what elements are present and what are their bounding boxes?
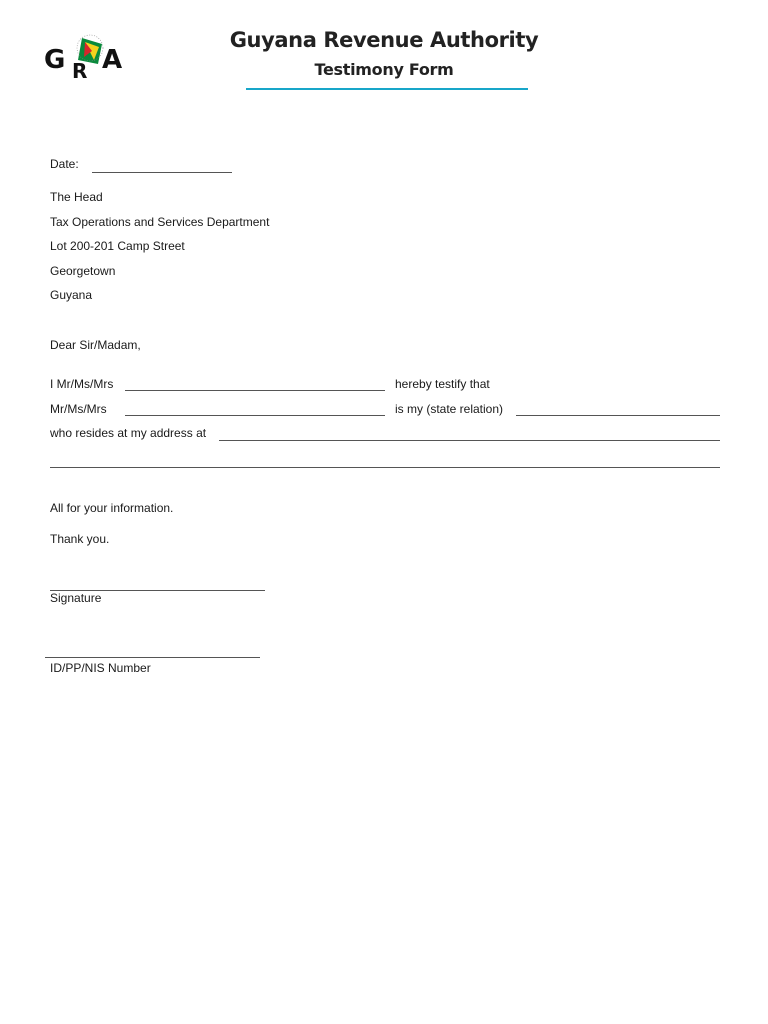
relation-field[interactable] bbox=[516, 415, 720, 416]
address-label: who resides at my address at bbox=[50, 426, 207, 440]
date-field[interactable] bbox=[92, 172, 232, 173]
closing-thanks: Thank you. bbox=[50, 532, 110, 546]
logo-letters: G bbox=[44, 45, 65, 75]
testify-label: hereby testify that bbox=[395, 377, 490, 391]
gra-logo bbox=[44, 30, 140, 82]
form-title: Testimony Form bbox=[314, 60, 454, 79]
salutation: Dear Sir/Madam, bbox=[50, 338, 141, 352]
declarant-name-field[interactable] bbox=[125, 390, 385, 391]
id-number-label: ID/PP/NIS Number bbox=[50, 661, 151, 675]
relation-label: is my (state relation) bbox=[395, 402, 504, 416]
closing-info: All for your information. bbox=[50, 501, 174, 515]
date-label: Date: bbox=[50, 157, 79, 171]
recipient-line: The Head bbox=[50, 190, 103, 204]
person-label: Mr/Ms/Mrs bbox=[50, 402, 107, 416]
address-field[interactable] bbox=[219, 440, 720, 441]
recipient-line: Lot 200-201 Camp Street bbox=[50, 239, 185, 253]
declarant-label: I Mr/Ms/Mrs bbox=[50, 377, 114, 391]
title-underline bbox=[246, 88, 528, 90]
address-field-line-2[interactable] bbox=[50, 467, 720, 468]
signature-label: Signature bbox=[50, 591, 102, 605]
svg-text:A: A bbox=[102, 45, 123, 75]
organization-title: Guyana Revenue Authority bbox=[229, 28, 539, 52]
recipient-line: Guyana bbox=[50, 288, 93, 302]
recipient-line: Georgetown bbox=[50, 264, 116, 278]
person-name-field[interactable] bbox=[125, 415, 385, 416]
id-number-field[interactable] bbox=[45, 657, 260, 658]
recipient-line: Tax Operations and Services Department bbox=[50, 215, 270, 229]
svg-text:R: R bbox=[72, 59, 88, 82]
